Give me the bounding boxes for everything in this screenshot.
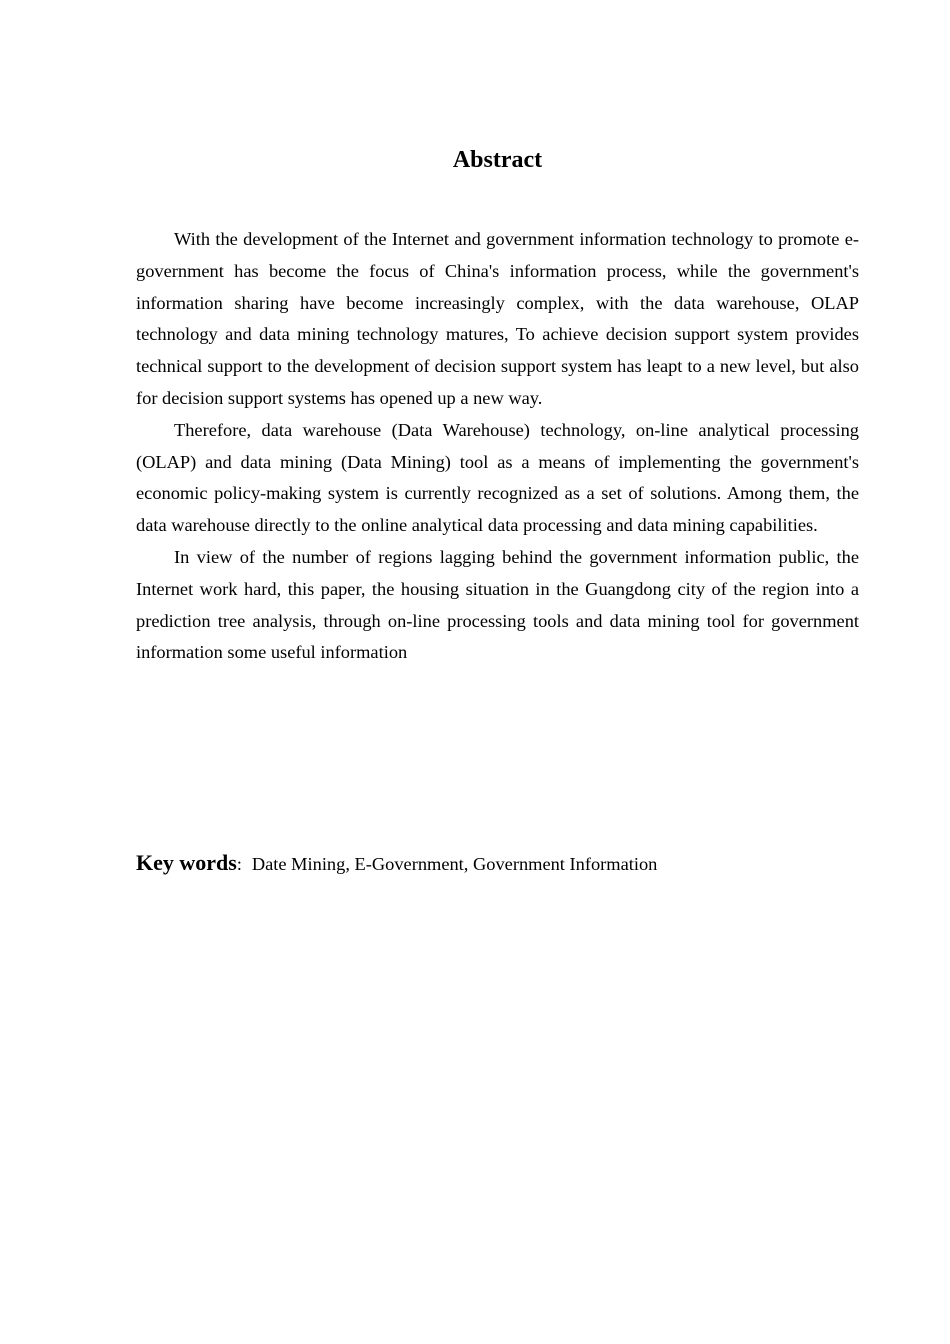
abstract-body bbox=[136, 224, 859, 669]
abstract-paragraph-1: With the development of the Internet and government information technology to promote e-government has become the focus of China's information process, while the government's information sharing have become increasingly complex, with the data warehouse, OLAP technology and data mining technology matures, To achieve decision support system provides technical support to the development of decision support system has leapt to a new level, but also for decision support systems has opened up a new way. bbox=[136, 229, 859, 408]
abstract-paragraph-3: In view of the number of regions lagging behind the government information public, the Internet work hard, this paper, the housing situation in the Guangdong city of the region into a prediction tree analysis, through on-line processing tools and data mining tool for government information some useful information bbox=[136, 546, 859, 663]
page-title: Abstract bbox=[452, 147, 543, 173]
keywords-line bbox=[136, 848, 859, 879]
keywords-value: Date Mining, E-Government, Government Information bbox=[251, 854, 658, 874]
abstract-paragraph-2: Therefore, data warehouse (Data Warehouse) technology, on-line analytical processing (OLAP) and data mining (Data Mining) tool as a means of implementing the government's economic policy-making system is currently recognized as a set of solutions. Among them, the data warehouse directly to the online analytical data processing and data mining capabilities. bbox=[136, 419, 859, 536]
keywords-label: Key words bbox=[136, 850, 237, 875]
keywords-separator: : bbox=[236, 854, 242, 874]
